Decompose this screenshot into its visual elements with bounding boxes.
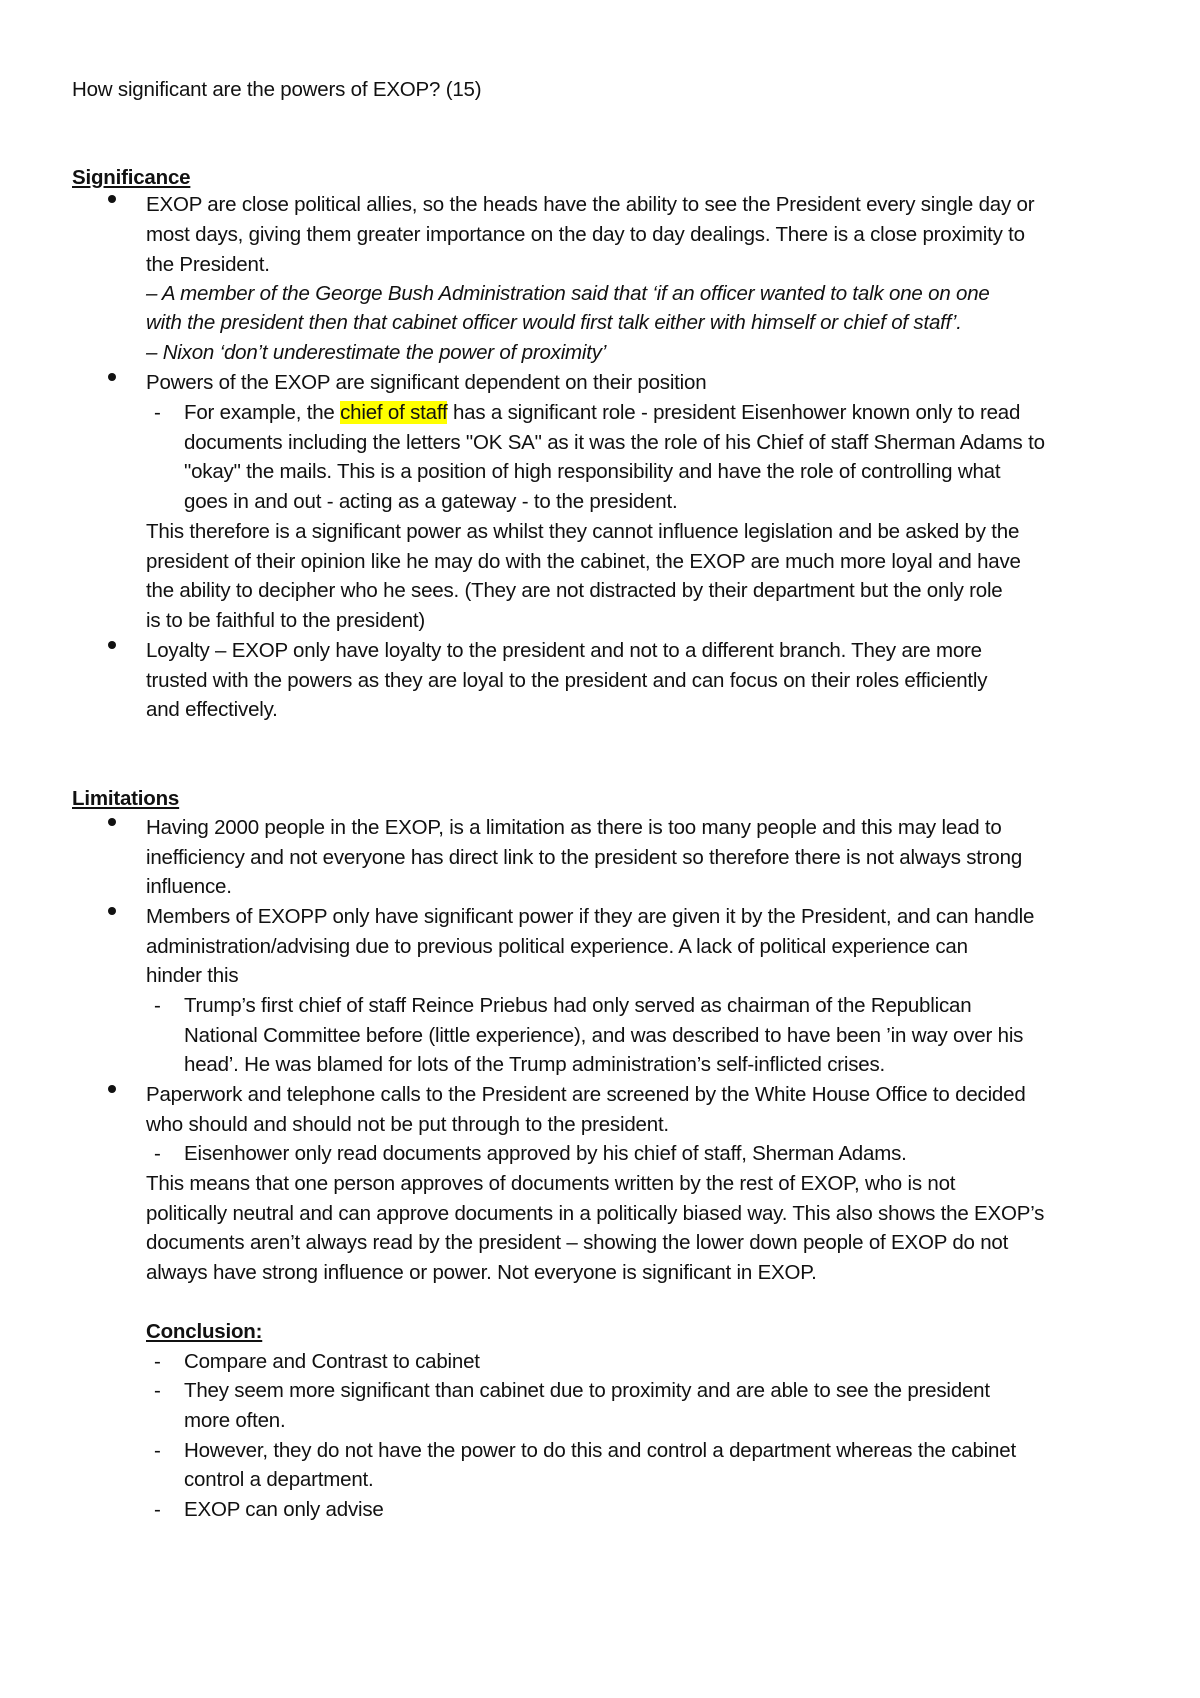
significance-p1-line1: EXOP are close political allies, so the heads have the ability to see the President every single day or bbox=[146, 193, 1035, 216]
dash-marker: - bbox=[154, 401, 161, 424]
conclusion-item-2-line1: They seem more significant than cabinet due to proximity and are able to see the president bbox=[184, 1379, 990, 1402]
conclusion-item-3-line2: control a department. bbox=[184, 1468, 374, 1491]
dash-marker: - bbox=[154, 1498, 161, 1521]
significance-p2-sub-pre: For example, the bbox=[184, 401, 341, 424]
significance-p2-sub-line3: "okay" the mails. This is a position of high responsibility and have the role of controlling what bbox=[184, 460, 1001, 483]
limitations-p2-line3: hinder this bbox=[146, 964, 239, 987]
significance-p2-after-line2: president of their opinion like he may do with the cabinet, the EXOP are much more loyal and have bbox=[146, 550, 1021, 573]
limitations-heading: Limitations bbox=[72, 787, 180, 810]
significance-p2-after-line3: the ability to decipher who he sees. (They are not distracted by their department but the only role bbox=[146, 579, 1003, 602]
dash-marker: - bbox=[154, 1142, 161, 1165]
significance-p3-line2: trusted with the powers as they are loyal to the president and can focus on their roles efficiently bbox=[146, 669, 988, 692]
conclusion-item-3-line1: However, they do not have the power to do this and control a department whereas the cabinet bbox=[184, 1439, 1016, 1462]
significance-p2-after-line1: This therefore is a significant power as whilst they cannot influence legislation and be asked by the bbox=[146, 520, 1020, 543]
dash-marker: - bbox=[154, 1350, 161, 1373]
limitations-p3-line2: who should and should not be put through to the president. bbox=[146, 1113, 669, 1136]
significance-p2-sub-line4: goes in and out - acting as a gateway - to the president. bbox=[184, 490, 678, 513]
dash-marker: - bbox=[154, 1439, 161, 1462]
significance-quote1-line2: with the president then that cabinet officer would first talk either with himself or chief of staff’. bbox=[146, 311, 962, 334]
limitations-p3-line1: Paperwork and telephone calls to the President are screened by the White House Office to decided bbox=[146, 1083, 1026, 1106]
dash-marker: - bbox=[154, 994, 161, 1017]
limitations-p2-sub-line1: Trump’s first chief of staff Reince Priebus had only served as chairman of the Republican bbox=[184, 994, 972, 1017]
highlighted-text: chief of staff bbox=[340, 401, 448, 424]
significance-p1-line3: the President. bbox=[146, 253, 270, 276]
document-title: How significant are the powers of EXOP? (15) bbox=[72, 78, 482, 101]
significance-p2-sub-line1 bbox=[184, 401, 1020, 425]
bullet-icon bbox=[108, 907, 116, 915]
significance-p1-line2: most days, giving them greater importance on the day to day dealings. There is a close proximity to bbox=[146, 223, 1025, 246]
significance-p2: Powers of the EXOP are significant dependent on their position bbox=[146, 371, 707, 394]
conclusion-item-4: EXOP can only advise bbox=[184, 1498, 384, 1521]
conclusion-item-1: Compare and Contrast to cabinet bbox=[184, 1350, 480, 1373]
limitations-p3-sub: Eisenhower only read documents approved by his chief of staff, Sherman Adams. bbox=[184, 1142, 907, 1165]
significance-p3-line1: Loyalty – EXOP only have loyalty to the president and not to a different branch. They are more bbox=[146, 639, 982, 662]
limitations-p3-after-line3: documents aren’t always read by the president – showing the lower down people of EXOP do not bbox=[146, 1231, 1009, 1254]
bullet-icon bbox=[108, 818, 116, 826]
significance-p2-sub-line2: documents including the letters "OK SA" as it was the role of his Chief of staff Sherman Adams to bbox=[184, 431, 1045, 454]
limitations-p2-sub-line3: head’. He was blamed for lots of the Trump administration’s self-inflicted crises. bbox=[184, 1053, 886, 1076]
limitations-p2-line1: Members of EXOPP only have significant power if they are given it by the President, and can handle bbox=[146, 905, 1035, 928]
bullet-icon bbox=[108, 1085, 116, 1093]
dash-marker: - bbox=[154, 1379, 161, 1402]
significance-p2-after-line4: is to be faithful to the president) bbox=[146, 609, 426, 632]
bullet-icon bbox=[108, 641, 116, 649]
significance-quote1-line1: – A member of the George Bush Administration said that ‘if an officer wanted to talk one on one bbox=[146, 282, 990, 305]
limitations-p1-line1: Having 2000 people in the EXOP, is a limitation as there is too many people and this may lead to bbox=[146, 816, 1002, 839]
limitations-p3-after-line4: always have strong influence or power. Not everyone is significant in EXOP. bbox=[146, 1261, 817, 1284]
conclusion-heading: Conclusion: bbox=[146, 1320, 263, 1343]
limitations-p2-sub-line2: National Committee before (little experience), and was described to have been ’in way over his bbox=[184, 1024, 1024, 1047]
significance-quote2: – Nixon ‘don’t underestimate the power of proximity’ bbox=[146, 341, 607, 364]
limitations-p1-line3: influence. bbox=[146, 875, 232, 898]
limitations-p3-after-line1: This means that one person approves of documents written by the rest of EXOP, who is not bbox=[146, 1172, 956, 1195]
significance-p2-sub-post: has a significant role - president Eisenhower known only to read bbox=[447, 401, 1021, 424]
bullet-icon bbox=[108, 195, 116, 203]
limitations-p3-after-line2: politically neutral and can approve documents in a politically biased way. This also shows the EXOP’s bbox=[146, 1202, 1045, 1225]
limitations-p1-line2: inefficiency and not everyone has direct link to the president so therefore there is not always strong bbox=[146, 846, 1023, 869]
significance-heading: Significance bbox=[72, 166, 191, 189]
conclusion-item-2-line2: more often. bbox=[184, 1409, 286, 1432]
limitations-p2-line2: administration/advising due to previous political experience. A lack of political experience can bbox=[146, 935, 968, 958]
bullet-icon bbox=[108, 373, 116, 381]
significance-p3-line3: and effectively. bbox=[146, 698, 278, 721]
